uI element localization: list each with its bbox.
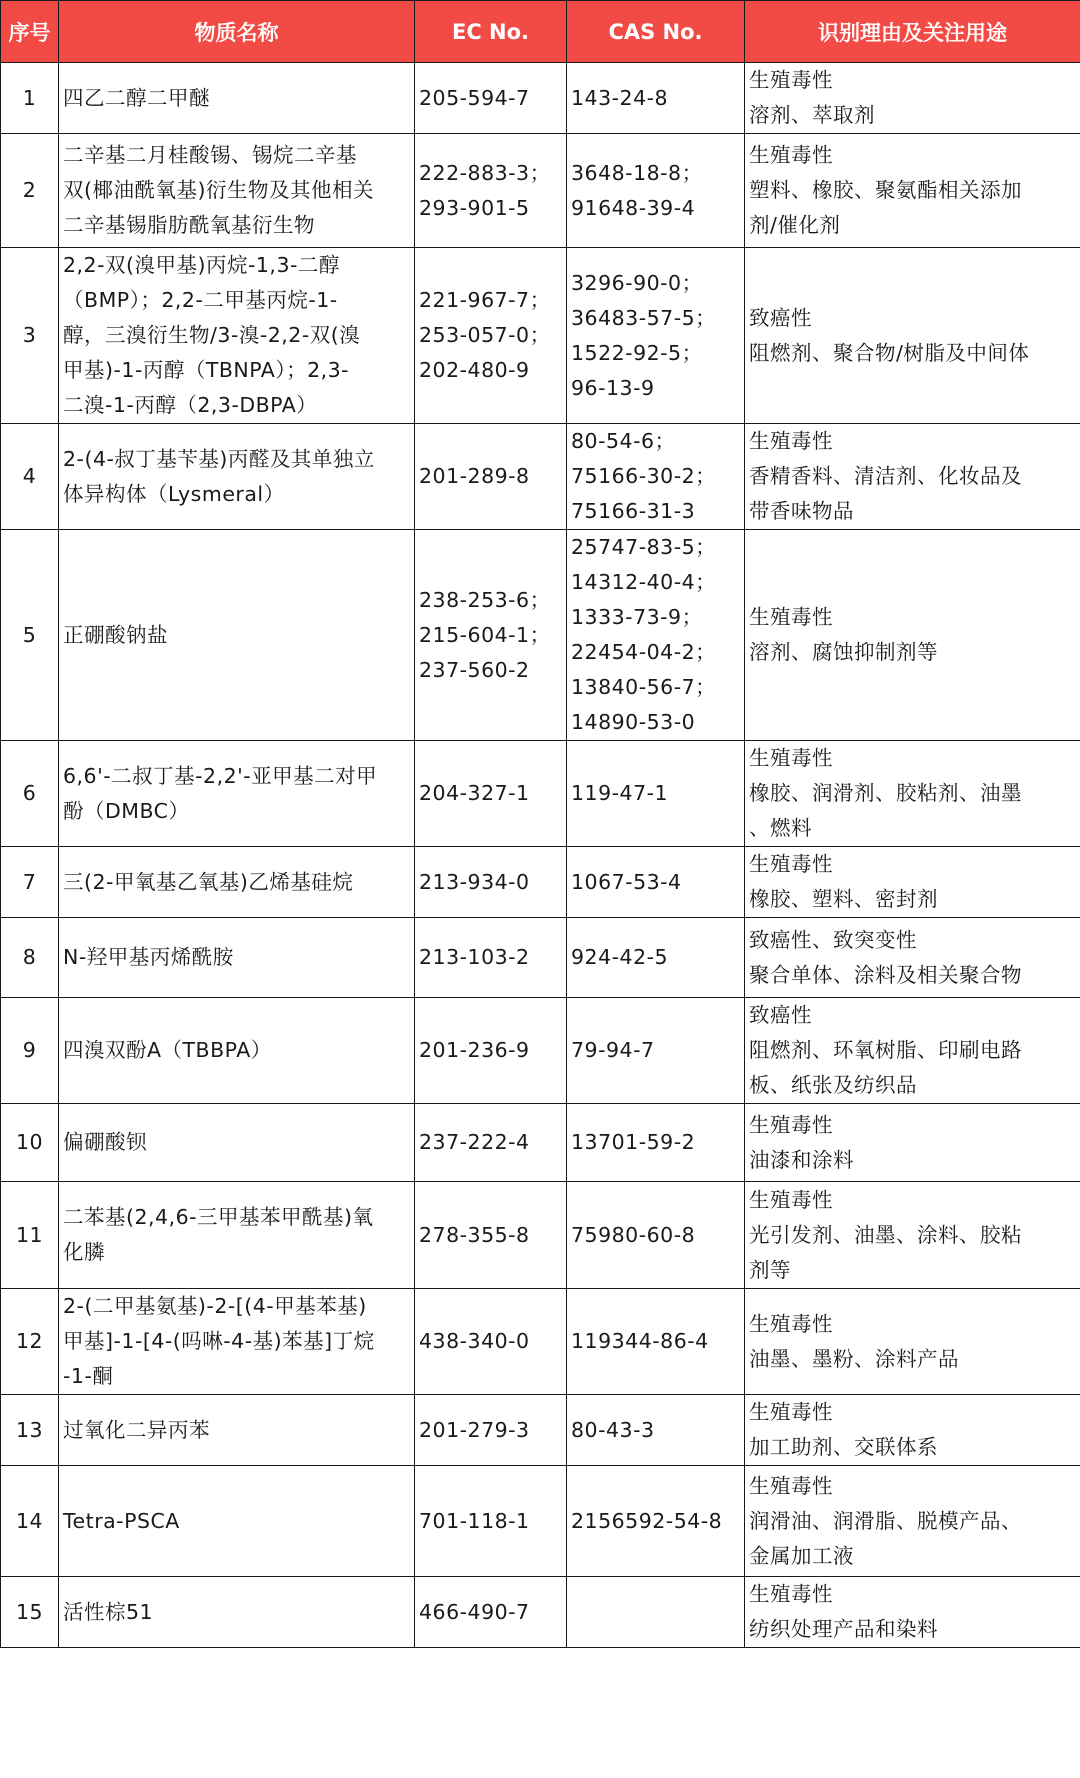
header-cas-no: CAS No.	[567, 1, 745, 63]
substance-name-cell	[59, 1466, 415, 1577]
ec-no-cell	[415, 1104, 567, 1182]
table-row	[1, 248, 1080, 424]
cas-no-cell	[567, 134, 745, 248]
cas-no-line: 1067-53-4	[571, 869, 682, 894]
substance-name-line: 双(椰油酰氧基)衍生物及其他相关	[63, 178, 374, 202]
row-index-cell: 6	[1, 741, 59, 847]
substance-name-cell	[59, 998, 415, 1104]
reason-use-line: 溶剂、腐蚀抑制剂等	[749, 640, 938, 664]
cas-no-line: 143-24-8	[571, 85, 669, 110]
cas-no-cell	[567, 530, 745, 741]
ec-no-cell	[415, 134, 567, 248]
substance-name-line: 二苯基(2,4,6-三甲基苯甲酰基)氧	[63, 1205, 374, 1229]
cas-no-cell	[567, 63, 745, 134]
reason-use-line: 阻燃剂、环氧树脂、印刷电路	[749, 1038, 1022, 1062]
substance-name-line: 2-(4-叔丁基苄基)丙醛及其单独立	[63, 446, 375, 471]
reason-use-line: 生殖毒性	[749, 605, 833, 629]
cas-no-line: 36483-57-5；	[571, 305, 717, 330]
row-index-cell: 7	[1, 847, 59, 918]
cas-no-cell	[567, 1466, 745, 1577]
reason-use-line: 香精香料、清洁剂、化妆品及	[749, 464, 1022, 488]
reason-use-line: 橡胶、塑料、密封剂	[749, 887, 938, 911]
substance-name-line: N-羟甲基丙烯酰胺	[63, 945, 234, 969]
reason-use-cell	[745, 1577, 1080, 1648]
table-row	[1, 847, 1080, 918]
substance-name-line: 二辛基二月桂酸锡、锡烷二辛基	[63, 143, 357, 167]
table-row	[1, 530, 1080, 741]
ec-no-line: 201-236-9	[419, 1038, 530, 1062]
ec-no-cell	[415, 248, 567, 424]
cas-no-line: 75980-60-8	[571, 1222, 696, 1247]
substance-name-line: 酚（DMBC）	[63, 798, 190, 823]
reason-use-cell	[745, 1466, 1080, 1577]
cas-no-cell	[567, 741, 745, 847]
substance-name-line: 6,6'-二叔丁基-2,2'-亚甲基二对甲	[63, 763, 378, 788]
reason-use-line: 生殖毒性	[749, 852, 833, 876]
reason-use-cell	[745, 998, 1080, 1104]
reason-use-line: 橡胶、润滑剂、胶粘剂、油墨	[749, 781, 1022, 805]
ec-no-cell	[415, 918, 567, 998]
reason-use-cell	[745, 424, 1080, 530]
cas-no-line: 80-54-6；	[571, 429, 676, 453]
substance-name-cell	[59, 134, 415, 248]
ec-no-cell	[415, 1466, 567, 1577]
reason-use-line: 、燃料	[749, 816, 812, 840]
cas-no-cell	[567, 998, 745, 1104]
reason-use-cell	[745, 134, 1080, 248]
reason-use-cell	[745, 741, 1080, 847]
ec-no-cell	[415, 530, 567, 741]
ec-no-line: 466-490-7	[419, 1599, 530, 1624]
reason-use-cell	[745, 1104, 1080, 1182]
table-row	[1, 1289, 1080, 1395]
substance-name-cell	[59, 1104, 415, 1182]
reason-use-line: 加工助剂、交联体系	[749, 1435, 938, 1459]
cas-no-line: 13701-59-2	[571, 1130, 696, 1154]
header-row	[1, 1, 1080, 63]
cas-no-line: 91648-39-4	[571, 195, 696, 220]
row-index-cell: 4	[1, 424, 59, 530]
substance-name-line: 化膦	[63, 1240, 105, 1264]
cas-no-line: 14890-53-0	[571, 710, 696, 734]
cas-no-cell	[567, 424, 745, 530]
reason-use-cell	[745, 847, 1080, 918]
row-index-cell: 14	[1, 1466, 59, 1577]
ec-no-line: 215-604-1；	[419, 622, 551, 647]
substance-name-cell	[59, 63, 415, 134]
ec-no-cell	[415, 63, 567, 134]
table-row	[1, 424, 1080, 530]
reason-use-line: 生殖毒性	[749, 1112, 833, 1137]
header-ec-no: EC No.	[415, 1, 567, 63]
cas-no-cell	[567, 1182, 745, 1289]
reason-use-line: 生殖毒性	[749, 746, 833, 770]
cas-no-cell	[567, 1577, 745, 1648]
cas-no-cell	[567, 1395, 745, 1466]
ec-no-line: 213-103-2	[419, 945, 530, 969]
row-index-cell: 1	[1, 63, 59, 134]
reason-use-line: 生殖毒性	[749, 429, 833, 453]
reason-use-line: 油墨、墨粉、涂料产品	[749, 1346, 959, 1371]
ec-no-line: 253-057-0；	[419, 323, 551, 347]
substance-name-line: 四溴双酚A（TBBPA）	[63, 1038, 272, 1062]
substance-name-cell	[59, 424, 415, 530]
substance-name-cell	[59, 530, 415, 741]
ec-no-line: 237-560-2	[419, 657, 530, 682]
ec-no-line: 293-901-5	[419, 195, 530, 220]
cas-no-line: 1522-92-5；	[571, 340, 703, 365]
ec-no-cell	[415, 741, 567, 847]
cas-no-cell	[567, 248, 745, 424]
ec-no-line: 222-883-3；	[419, 160, 551, 185]
cas-no-line: 119-47-1	[571, 781, 669, 805]
substance-name-line: 2-(二甲基氨基)-2-[(4-甲基苯基)	[63, 1294, 367, 1318]
cas-no-line: 80-43-3	[571, 1417, 655, 1442]
substance-name-line: 醇，三溴衍生物/3-溴-2,2-双(溴	[63, 323, 361, 347]
cas-no-line: 22454-04-2；	[571, 640, 717, 664]
reason-use-line: 生殖毒性	[749, 143, 833, 167]
cas-no-line: 924-42-5	[571, 945, 669, 969]
ec-no-line: 202-480-9	[419, 358, 530, 382]
reason-use-cell	[745, 1182, 1080, 1289]
reason-use-line: 剂/催化剂	[749, 213, 841, 237]
substance-name-cell	[59, 1289, 415, 1395]
ec-no-line: 221-967-7；	[419, 288, 551, 312]
ec-no-line: 237-222-4	[419, 1130, 530, 1154]
table-row	[1, 63, 1080, 134]
table-row	[1, 998, 1080, 1104]
reason-use-line: 生殖毒性	[749, 1473, 833, 1498]
ec-no-cell	[415, 424, 567, 530]
ec-no-cell	[415, 1289, 567, 1395]
reason-use-cell	[745, 63, 1080, 134]
ec-no-line: 213-934-0	[419, 869, 530, 894]
ec-no-line: 438-340-0	[419, 1329, 530, 1353]
substance-name-line: 四乙二醇二甲醚	[63, 85, 210, 110]
cas-no-line: 13840-56-7；	[571, 675, 717, 699]
cas-no-line: 75166-31-3	[571, 499, 696, 523]
substance-name-line: 体异构体（Lysmeral）	[63, 481, 285, 506]
substance-name-cell	[59, 918, 415, 998]
cas-no-line: 3648-18-8；	[571, 160, 703, 185]
substance-name-line: 二溴-1-丙醇（2,3-DBPA）	[63, 393, 318, 417]
reason-use-line: 致癌性	[749, 305, 812, 330]
cas-no-line: 25747-83-5；	[571, 535, 717, 559]
substance-name-line: （BMP）；2,2-二甲基丙烷-1-	[63, 288, 338, 312]
table-row	[1, 1466, 1080, 1577]
row-index-cell: 15	[1, 1577, 59, 1648]
reason-use-line: 生殖毒性	[749, 1311, 833, 1336]
ec-no-cell	[415, 1577, 567, 1648]
table-row	[1, 741, 1080, 847]
substance-name-line: 过氧化二异丙苯	[63, 1417, 210, 1442]
substance-name-line: 甲基]-1-[4-(吗啉-4-基)苯基]丁烷	[63, 1329, 375, 1353]
substance-name-line: 2,2-双(溴甲基)丙烷-1,3-二醇	[63, 253, 340, 277]
cas-no-line: 79-94-7	[571, 1038, 655, 1062]
substance-name-line: 二辛基锡脂肪酰氧基衍生物	[63, 213, 315, 237]
ec-no-cell	[415, 998, 567, 1104]
substance-name-line: 偏硼酸钡	[63, 1130, 147, 1154]
row-index-cell: 11	[1, 1182, 59, 1289]
row-index-cell: 9	[1, 998, 59, 1104]
reason-use-line: 溶剂、萃取剂	[749, 103, 875, 127]
substance-name-cell	[59, 741, 415, 847]
substance-name-cell	[59, 847, 415, 918]
reason-use-line: 生殖毒性	[749, 1582, 833, 1606]
reason-use-line: 生殖毒性	[749, 1400, 833, 1424]
reason-use-line: 致癌性、致突变性	[749, 927, 917, 952]
table-row	[1, 1577, 1080, 1648]
row-index-cell: 3	[1, 248, 59, 424]
cas-no-cell	[567, 1104, 745, 1182]
cas-no-line: 96-13-9	[571, 375, 655, 400]
reason-use-line: 油漆和涂料	[749, 1147, 854, 1172]
cas-no-line: 14312-40-4；	[571, 570, 717, 594]
ec-no-line: 278-355-8	[419, 1222, 530, 1247]
substance-name-line: 甲基)-1-丙醇（TBNPA）；2,3-	[63, 358, 350, 382]
reason-use-line: 剂等	[749, 1257, 791, 1282]
reason-use-line: 带香味物品	[749, 499, 854, 523]
header-substance-name: 物质名称	[59, 1, 415, 63]
reason-use-line: 阻燃剂、聚合物/树脂及中间体	[749, 340, 1030, 365]
substance-name-line: 活性棕51	[63, 1599, 154, 1624]
ec-no-cell	[415, 1182, 567, 1289]
substance-name-line: -1-酮	[63, 1364, 114, 1388]
ec-no-line: 238-253-6；	[419, 587, 551, 612]
reason-use-line: 板、纸张及纺织品	[749, 1073, 917, 1097]
header-reason-use: 识别理由及关注用途	[745, 1, 1080, 63]
cas-no-line: 119344-86-4	[571, 1329, 709, 1353]
cas-no-cell	[567, 918, 745, 998]
reason-use-line: 塑料、橡胶、聚氨酯相关添加	[749, 178, 1022, 202]
header-index: 序号	[1, 1, 59, 63]
row-index-cell: 13	[1, 1395, 59, 1466]
reason-use-cell	[745, 918, 1080, 998]
substance-name-cell	[59, 1577, 415, 1648]
cas-no-cell	[567, 1289, 745, 1395]
substance-name-cell	[59, 1395, 415, 1466]
reason-use-cell	[745, 248, 1080, 424]
ec-no-line: 201-289-8	[419, 464, 530, 488]
reason-use-line: 聚合单体、涂料及相关聚合物	[749, 962, 1022, 987]
row-index-cell: 5	[1, 530, 59, 741]
ec-no-line: 201-279-3	[419, 1417, 530, 1442]
ec-no-line: 204-327-1	[419, 781, 530, 805]
table-row	[1, 1182, 1080, 1289]
substance-name-cell	[59, 248, 415, 424]
reason-use-line: 金属加工液	[749, 1543, 854, 1568]
cas-no-line: 3296-90-0；	[571, 270, 703, 295]
table-row	[1, 918, 1080, 998]
cas-no-cell	[567, 847, 745, 918]
table-row	[1, 1104, 1080, 1182]
substance-name-line: Tetra-PSCA	[63, 1508, 180, 1533]
ec-no-cell	[415, 1395, 567, 1466]
reason-use-line: 润滑油、润滑脂、脱模产品、	[749, 1508, 1022, 1533]
reason-use-line: 生殖毒性	[749, 1187, 833, 1212]
reason-use-cell	[745, 530, 1080, 741]
reason-use-line: 光引发剂、油墨、涂料、胶粘	[749, 1222, 1022, 1247]
ec-no-line: 701-118-1	[419, 1508, 530, 1533]
reason-use-line: 纺织处理产品和染料	[749, 1617, 938, 1641]
cas-no-line: 1333-73-9；	[571, 605, 703, 629]
cas-no-line: 75166-30-2；	[571, 464, 717, 488]
reason-use-line: 生殖毒性	[749, 68, 833, 92]
ec-no-line: 205-594-7	[419, 85, 530, 110]
row-index-cell: 2	[1, 134, 59, 248]
row-index-cell: 10	[1, 1104, 59, 1182]
table-row	[1, 1395, 1080, 1466]
table-row	[1, 134, 1080, 248]
row-index-cell: 8	[1, 918, 59, 998]
reason-use-cell	[745, 1395, 1080, 1466]
substance-name-line: 正硼酸钠盐	[63, 622, 168, 647]
cas-no-line: 2156592-54-8	[571, 1508, 723, 1533]
reason-use-line: 致癌性	[749, 1003, 812, 1027]
row-index-cell: 12	[1, 1289, 59, 1395]
substance-name-cell	[59, 1182, 415, 1289]
substance-name-line: 三(2-甲氧基乙氧基)乙烯基硅烷	[63, 869, 354, 894]
reason-use-cell	[745, 1289, 1080, 1395]
ec-no-cell	[415, 847, 567, 918]
